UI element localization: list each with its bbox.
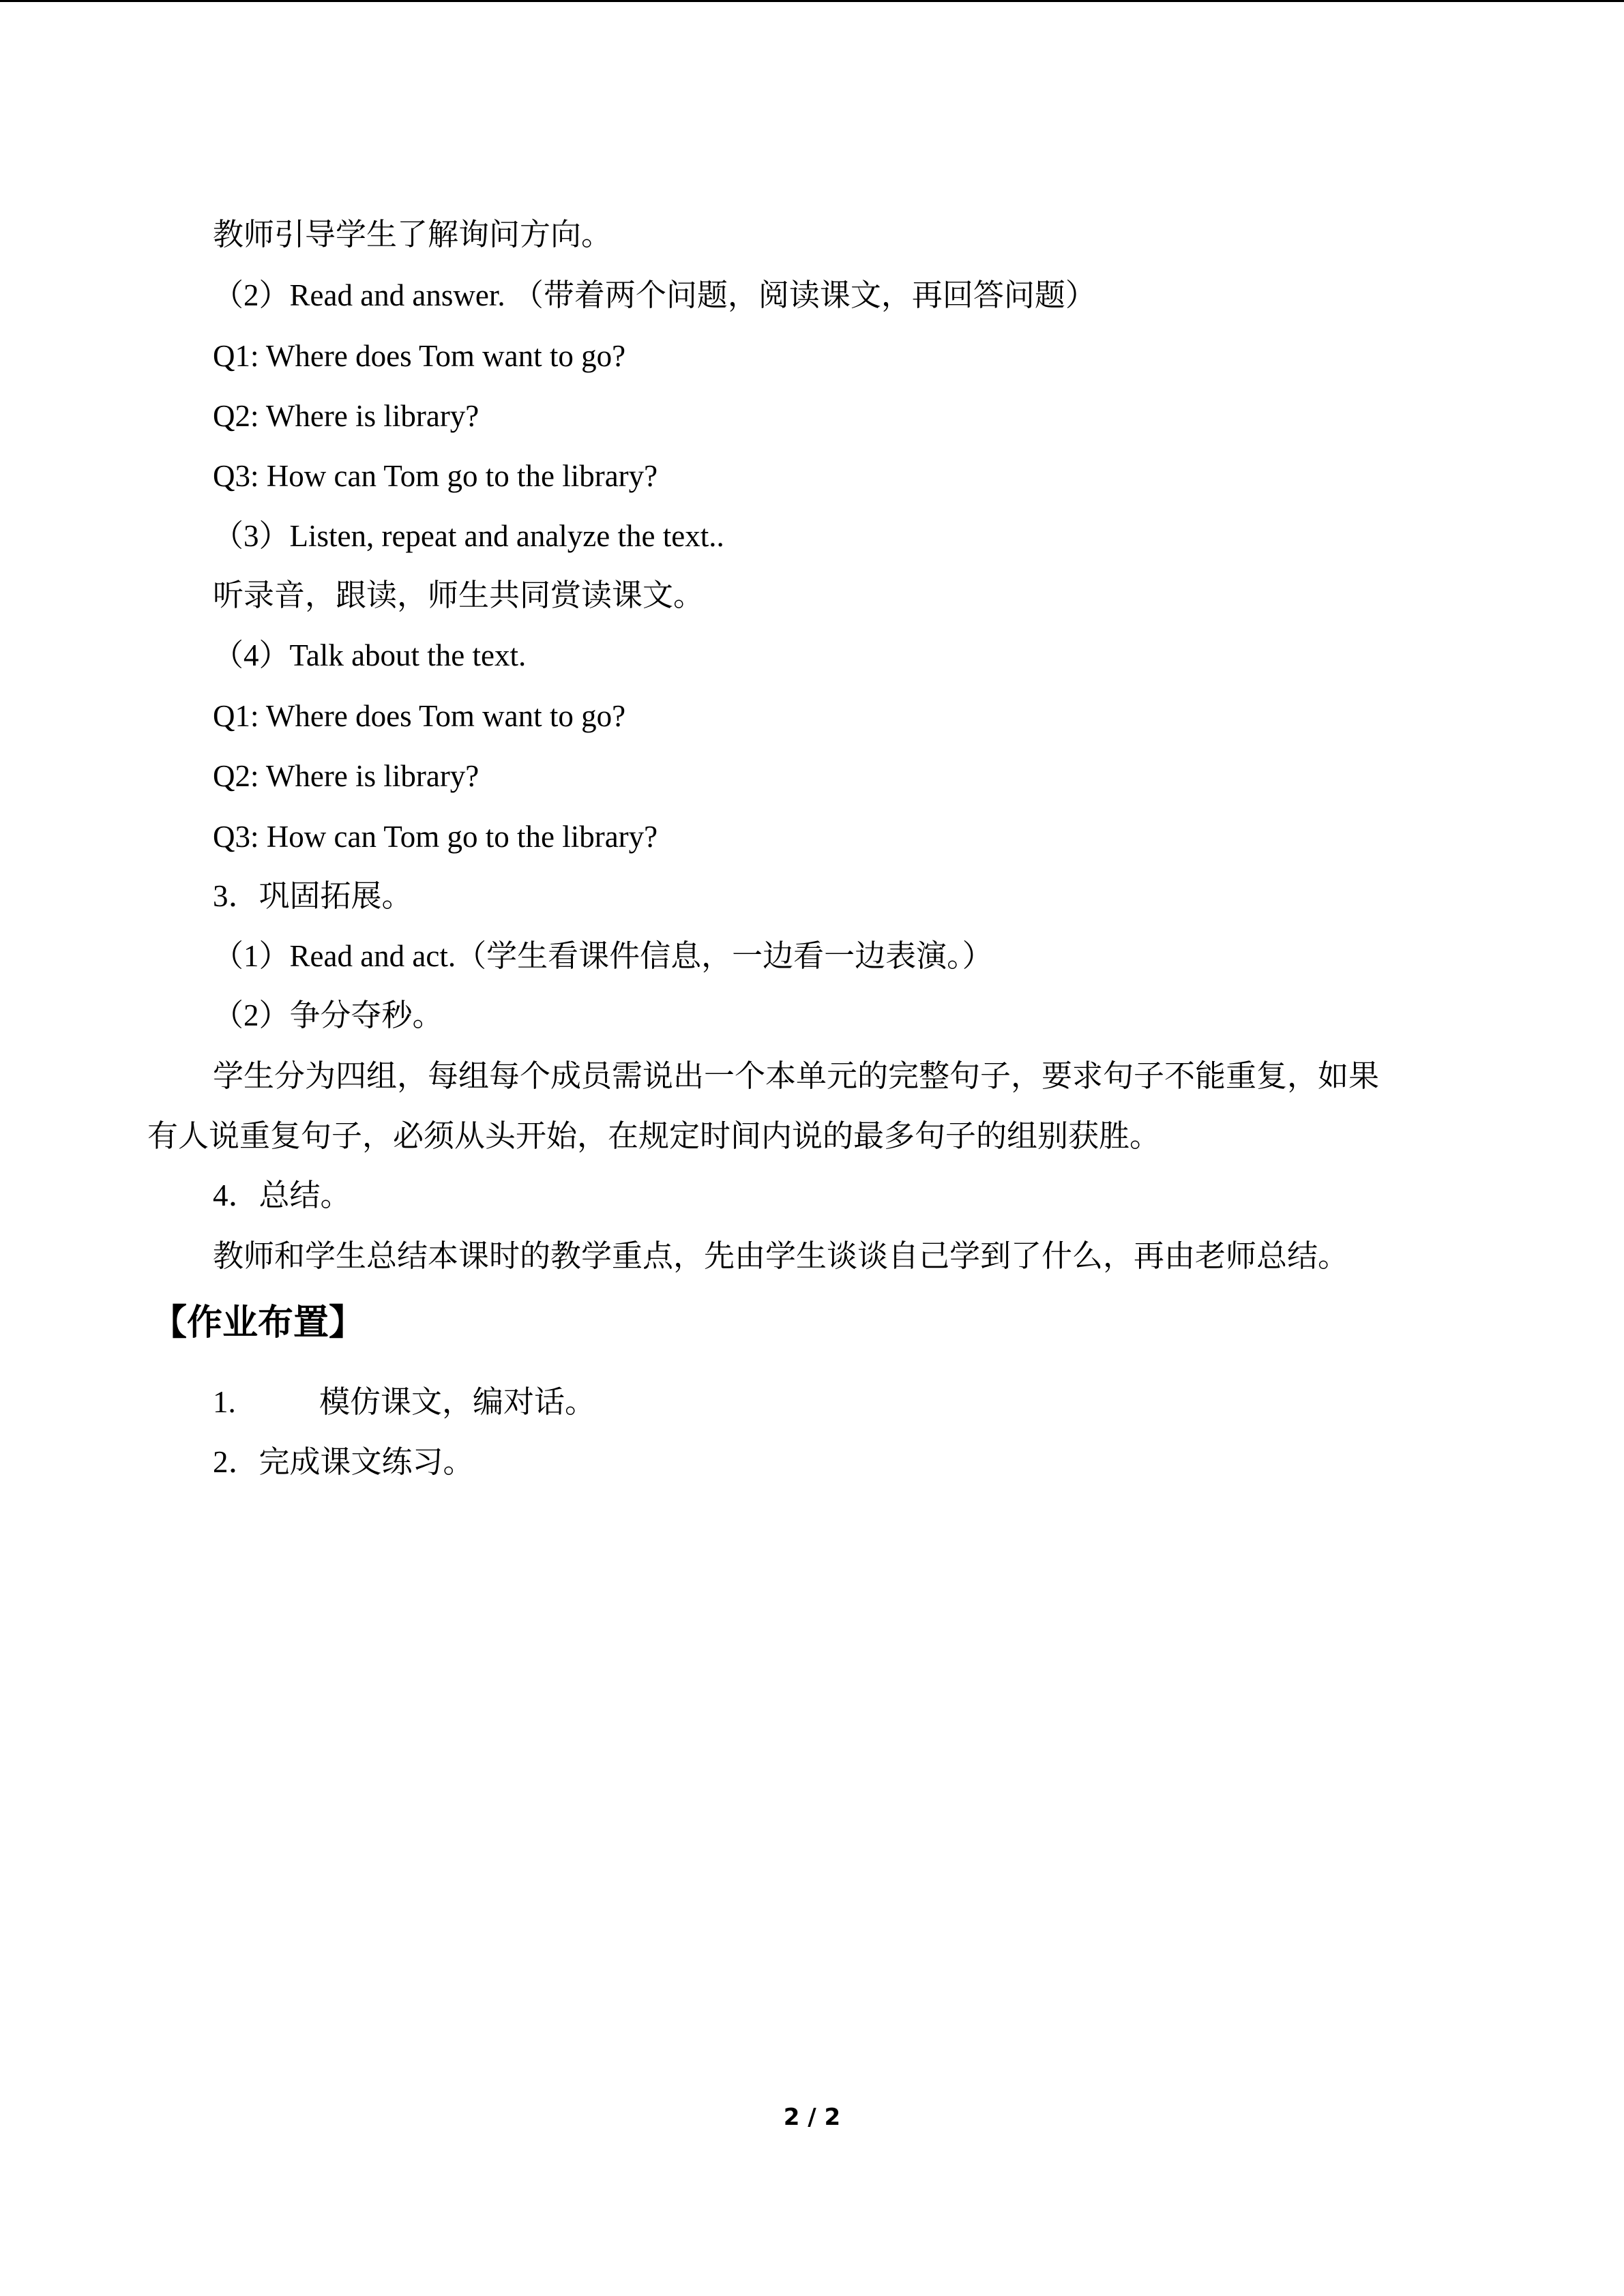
page-top-border <box>0 0 1624 2</box>
paragraph-line: 教师和学生总结本课时的教学重点，先由学生谈谈自己学到了什么，再由老师总结。 <box>213 1239 1349 1273</box>
paragraph-line: 听录音，跟读，师生共同赏读课文。 <box>213 578 705 612</box>
section-line: 4．总结。 <box>213 1178 351 1212</box>
paragraph-line: （4）Talk about the text. <box>213 638 527 672</box>
question-line: Q1: Where does Tom want to go? <box>213 339 626 373</box>
question-line: Q2: Where is library? <box>213 399 479 433</box>
homework-item-text: 模仿课文，编对话。 <box>319 1385 596 1419</box>
homework-heading: 【作业布置】 <box>151 1302 365 1343</box>
paragraph-line: （1）Read and act.（学生看课件信息，一边看一边表演。） <box>213 939 993 973</box>
question-line: Q3: How can Tom go to the library? <box>213 820 658 854</box>
paragraph-line: 学生分为四组，每组每个成员需说出一个本单元的完整句子，要求句子不能重复，如果 <box>213 1059 1380 1093</box>
question-line: Q2: Where is library? <box>213 759 479 793</box>
homework-item-number: 1. <box>213 1385 236 1419</box>
page-number: 2 / 2 <box>783 2104 841 2131</box>
homework-item <box>213 1442 474 1482</box>
paragraph-line: （3）Listen, repeat and analyze the text.. <box>213 519 724 553</box>
paragraph-line: 有人说重复句子，必须从头开始，在规定时间内说的最多句子的组别获胜。 <box>147 1119 1161 1153</box>
paragraph-line: （2）Read and answer. （带着两个问题，阅读课文，再回答问题） <box>213 278 1096 312</box>
section-line: 3．巩固拓展。 <box>213 879 413 913</box>
homework-item-text: 完成课文练习。 <box>259 1445 474 1479</box>
question-line: Q1: Where does Tom want to go? <box>213 699 626 733</box>
homework-item <box>213 1382 595 1422</box>
paragraph-line: 教师引导学生了解询问方向。 <box>213 218 612 252</box>
homework-item-number: 2． <box>213 1445 259 1479</box>
question-line: Q3: How can Tom go to the library? <box>213 459 658 493</box>
paragraph-line: （2）争分夺秒。 <box>213 998 443 1032</box>
